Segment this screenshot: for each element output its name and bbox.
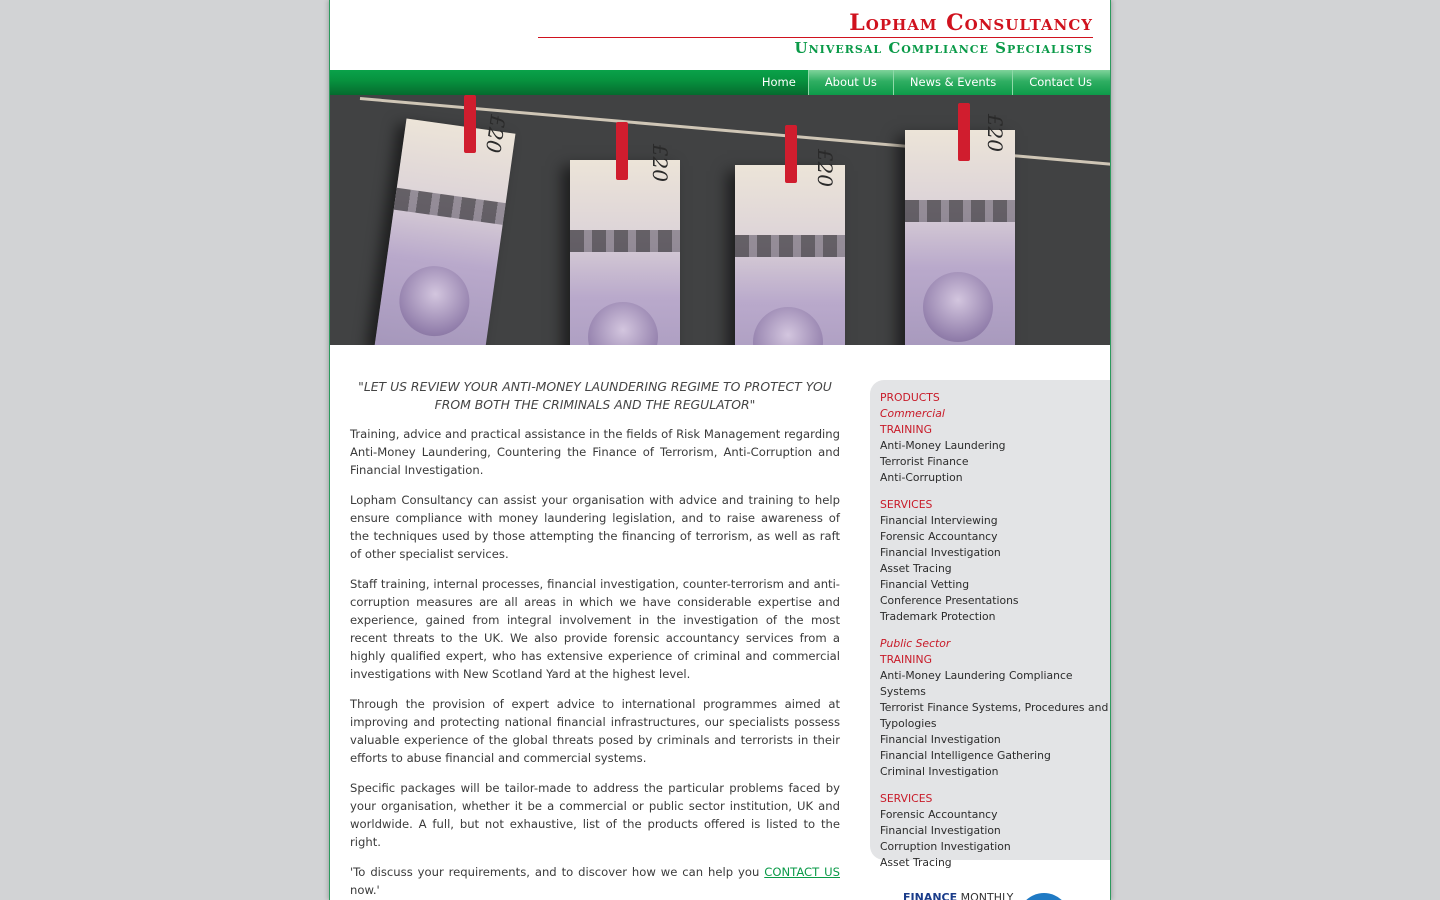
banknote	[905, 113, 1015, 345]
product-item[interactable]: Forensic Accountancy	[880, 530, 998, 543]
body-paragraph: Lopham Consultancy can assist your organisation with advice and training to help ensure compliance with money laundering legislation, and to raise awareness of the techniques used by those attempting the financing of terrorism, as well as raft of other specialist services.	[350, 493, 840, 561]
nav-contact-us[interactable]: Contact Us	[1012, 70, 1110, 95]
site-title[interactable]: Lopham Consultancy	[849, 10, 1093, 36]
portrait	[753, 307, 823, 345]
closing-text-end: now.'	[350, 883, 380, 897]
product-item[interactable]: Financial Investigation	[880, 824, 1001, 837]
spacer	[880, 486, 1110, 497]
commercial-subheading: Commercial	[880, 407, 945, 420]
product-item[interactable]: Financial Vetting	[880, 578, 970, 591]
hologram-strip	[570, 230, 680, 252]
public-sector-subheading: Public Sector	[880, 637, 951, 650]
public-training-heading: TRAINING	[880, 653, 932, 666]
denomination-label: £20	[813, 148, 837, 187]
page-container	[329, 0, 1111, 900]
product-item[interactable]: Asset Tracing	[880, 856, 952, 869]
intro-paragraph: Training, advice and practical assistance in the fields of Risk Management regarding Anti-Money Laundering, Countering the Finance of Terrorism, Anti-Corruption and Financial Investigation.	[350, 427, 840, 477]
public-services-heading: SERVICES	[880, 792, 933, 805]
product-item[interactable]: Financial Investigation	[880, 733, 1001, 746]
finance-monthly-logo[interactable]	[903, 891, 1013, 900]
clothes-peg	[616, 122, 628, 180]
body-paragraph: Through the provision of expert advice to international programmes aimed at improving and protecting national financial infrastructures, our specialists possess valuable experience of the global threats posed by criminals and terrorists in their efforts to abuse financial and commercial systems.	[350, 697, 840, 765]
body-paragraph: Specific packages will be tailor-made to address the particular problems faced by your organisation, whether it be a commercial or public sector institution, UK and worldwide. A full, but not exhaustive, list of the products offered is listed to the right.	[350, 781, 840, 849]
closing-text: 'To discuss your requirements, and to discover how we can help you	[350, 865, 765, 879]
hologram-strip	[394, 188, 506, 225]
site-tagline: Universal Compliance Specialists	[794, 39, 1093, 57]
denomination-label: £20	[480, 113, 510, 155]
product-item[interactable]: Financial Interviewing	[880, 514, 998, 527]
product-item[interactable]: Anti-Corruption	[880, 471, 963, 484]
site-header	[330, 0, 1110, 70]
hologram-strip	[735, 235, 845, 257]
product-item[interactable]: Conference Presentations	[880, 594, 1019, 607]
nav-news-events[interactable]: News & Events	[893, 70, 1012, 95]
products-sidebar	[870, 380, 1110, 869]
title-divider	[538, 37, 1093, 38]
portrait	[588, 302, 658, 345]
product-item[interactable]: Criminal Investigation	[880, 765, 999, 778]
product-item[interactable]: Terrorist Finance	[880, 455, 969, 468]
product-item[interactable]: Financial Investigation	[880, 546, 1001, 559]
denomination-label: £20	[648, 143, 672, 182]
clothes-peg	[464, 95, 476, 153]
contact-us-link[interactable]: CONTACT US	[764, 865, 840, 879]
portrait	[923, 272, 993, 342]
body-paragraph: Staff training, internal processes, financial investigation, counter-terrorism and anti-corruption measures are all areas in which we have considerable expertise and experience, gained from integral involvement in the investigation of the most recent threats to the UK. We also provide forensic accountancy services from a highly qualified expert, who has extensive experience of criminal and commercial investigations with New Scotland Yard at the highest level.	[350, 577, 840, 681]
banknote	[375, 113, 516, 345]
banknote	[570, 143, 680, 345]
portrait	[395, 262, 474, 341]
product-item[interactable]: Forensic Accountancy	[880, 808, 998, 821]
main-column	[350, 378, 840, 900]
product-item[interactable]: Asset Tracing	[880, 562, 952, 575]
nav-about-us[interactable]: About Us	[808, 70, 893, 95]
commercial-training-heading: TRAINING	[880, 423, 932, 436]
logo-bold-text: FINANCE	[903, 891, 958, 900]
clothes-peg	[785, 125, 797, 183]
commercial-services-heading: SERVICES	[880, 498, 933, 511]
main-nav	[330, 70, 1110, 95]
logo-light-text: MONTHLY	[957, 891, 1014, 900]
banknote	[735, 148, 845, 345]
product-item[interactable]: Terrorist Finance Systems, Procedures and Typologies	[880, 701, 1109, 730]
closing-paragraph	[350, 863, 840, 899]
products-heading: PRODUCTS	[880, 391, 940, 404]
spacer	[880, 780, 1110, 791]
product-item[interactable]: Financial Intelligence Gathering	[880, 749, 1051, 762]
product-item[interactable]: Corruption Investigation	[880, 840, 1011, 853]
product-item[interactable]: Anti-Money Laundering	[880, 439, 1006, 452]
nav-home[interactable]: Home	[761, 75, 796, 89]
hero-banner-image	[330, 95, 1110, 345]
product-item[interactable]: Anti-Money Laundering Compliance Systems	[880, 669, 1073, 698]
clothes-peg	[958, 103, 970, 161]
spacer	[880, 625, 1110, 636]
product-item[interactable]: Trademark Protection	[880, 610, 996, 623]
denomination-label: £20	[983, 113, 1007, 152]
hologram-strip	[905, 200, 1015, 222]
headline-quote: "LET US REVIEW YOUR ANTI-MONEY LAUNDERING REGIME TO PROTECT YOU FROM BOTH THE CRIMINALS AND THE REGULATOR"	[358, 379, 832, 412]
award-badge-icon[interactable]	[1018, 893, 1070, 900]
